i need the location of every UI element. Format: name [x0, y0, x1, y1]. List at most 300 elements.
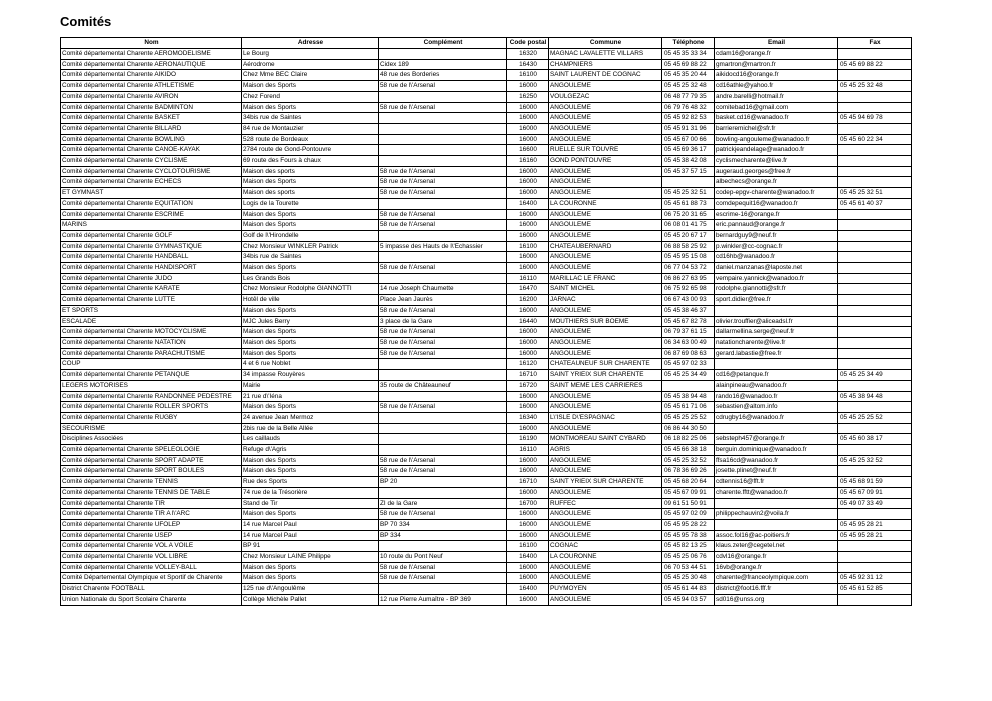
cell-code-postal: 16000: [507, 188, 549, 199]
cell-telephone: 05 45 25 32 52: [662, 455, 715, 466]
cell-telephone: 05 45 25 06 76: [662, 552, 715, 563]
cell-fax: [838, 423, 912, 434]
table-row: [61, 91, 912, 102]
cell-commune: ANGOULEME: [549, 209, 662, 220]
cell-fax: 05 45 25 32 51: [838, 188, 912, 199]
cell-telephone: 09 61 51 50 91: [662, 498, 715, 509]
cell-complement: 58 rue de l\'Arsenal: [379, 337, 507, 348]
cell-complement: 58 rue de l\'Arsenal: [379, 455, 507, 466]
cell-nom: Comité départemental Charente NATATION: [61, 337, 242, 348]
cell-telephone: 05 45 67 00 66: [662, 134, 715, 145]
cell-complement: [379, 113, 507, 124]
header-fax: Fax: [838, 38, 912, 49]
table-row: [61, 391, 912, 402]
cell-fax: [838, 305, 912, 316]
cell-email: rando16@wanadoo.fr: [715, 391, 838, 402]
cell-complement: [379, 230, 507, 241]
table-row: [61, 188, 912, 199]
table-row: [61, 177, 912, 188]
cell-nom: Comité Départemental Olympique et Sportif de Charente: [61, 573, 242, 584]
table-row: [61, 49, 912, 60]
header-code-postal: Code postal: [507, 38, 549, 49]
cell-nom: Comité départemental Charente EQUITATION: [61, 198, 242, 209]
cell-email: [715, 423, 838, 434]
cell-complement: 3 place de la Gare: [379, 316, 507, 327]
cell-email: 16vb@orange.fr: [715, 562, 838, 573]
cell-adresse: Mairie: [242, 380, 379, 391]
cell-email: cyclismecharente@live.fr: [715, 156, 838, 167]
table-row: [61, 423, 912, 434]
cell-telephone: 05 45 66 38 18: [662, 445, 715, 456]
cell-email: cdvl16@orange.fr: [715, 552, 838, 563]
cell-complement: 58 rue de l\'Arsenal: [379, 166, 507, 177]
cell-fax: 05 45 61 52 85: [838, 584, 912, 595]
cell-commune: ANGOULEME: [549, 402, 662, 413]
table-row: [61, 220, 912, 231]
cell-complement: [379, 123, 507, 134]
cell-fax: [838, 209, 912, 220]
cell-email: berguin.dominique@wanadoo.fr: [715, 445, 838, 456]
cell-nom: Disciplines Associées: [61, 434, 242, 445]
cell-complement: 58 rue de l\'Arsenal: [379, 177, 507, 188]
cell-commune: SAINT MICHEL: [549, 284, 662, 295]
cell-nom: Comité départemental Charente RUGBY: [61, 412, 242, 423]
cell-adresse: Maison des Sports: [242, 81, 379, 92]
cell-telephone: 05 45 69 88 22: [662, 59, 715, 70]
cell-code-postal: 16250: [507, 91, 549, 102]
cell-email: cdrugby16@wanadoo.fr: [715, 412, 838, 423]
table-row: [61, 466, 912, 477]
cell-commune: ANGOULEME: [549, 327, 662, 338]
cell-complement: 5 impasse des Hauts de l\'Echassier: [379, 241, 507, 252]
table-row: [61, 477, 912, 488]
cell-commune: LA COURONNE: [549, 552, 662, 563]
cell-nom: Comité départemental Charente VOL LIBRE: [61, 552, 242, 563]
table-row: [61, 241, 912, 252]
table-row: [61, 370, 912, 381]
cell-nom: ESCALADE: [61, 316, 242, 327]
cell-adresse: Maison des sports: [242, 166, 379, 177]
cell-commune: L\'ISLE D\'ESPAGNAC: [549, 412, 662, 423]
cell-nom: Comité départemental Charente SPORT ADAPTE: [61, 455, 242, 466]
cell-email: vempaire.yannick@wanadoo.fr: [715, 273, 838, 284]
cell-adresse: Refuge d\'Agris: [242, 445, 379, 456]
cell-nom: Comité départemental Charente JUDO: [61, 273, 242, 284]
cell-telephone: 05 45 35 20 44: [662, 70, 715, 81]
cell-code-postal: 16000: [507, 573, 549, 584]
table-row: [61, 519, 912, 530]
cell-telephone: 05 45 95 78 38: [662, 530, 715, 541]
cell-adresse: 34bis rue de Saintes: [242, 252, 379, 263]
cell-code-postal: 16000: [507, 466, 549, 477]
cell-adresse: Collège Michèle Pallet: [242, 594, 379, 605]
cell-nom: Comité départemental Charente AEROMODELISME: [61, 49, 242, 60]
header-telephone: Téléphone: [662, 38, 715, 49]
cell-adresse: 34 impasse Rouyères: [242, 370, 379, 381]
cell-fax: [838, 230, 912, 241]
cell-email: cd16@petanque.fr: [715, 370, 838, 381]
cell-complement: [379, 584, 507, 595]
cell-code-postal: 16400: [507, 552, 549, 563]
cell-commune: ANGOULEME: [549, 113, 662, 124]
cell-nom: Comité départemental Charente VOL A VOILE: [61, 541, 242, 552]
cell-email: josette.plinet@neuf.fr: [715, 466, 838, 477]
cell-complement: 12 rue Pierre Aumaître - BP 369: [379, 594, 507, 605]
cell-commune: JARNAC: [549, 295, 662, 306]
cell-nom: SECOURISME: [61, 423, 242, 434]
cell-commune: ANGOULEME: [549, 263, 662, 274]
cell-telephone: 06 79 37 61 15: [662, 327, 715, 338]
cell-telephone: 05 45 38 46 37: [662, 305, 715, 316]
cell-fax: [838, 509, 912, 520]
cell-fax: [838, 284, 912, 295]
cell-complement: BP 70 334: [379, 519, 507, 530]
table-row: [61, 348, 912, 359]
cell-code-postal: 16000: [507, 337, 549, 348]
table-row: [61, 316, 912, 327]
cell-adresse: 84 rue de Montauzier: [242, 123, 379, 134]
table-row: [61, 380, 912, 391]
cell-email: andre.barelli@hotmail.fr: [715, 91, 838, 102]
cell-adresse: 34bis rue de Saintes: [242, 113, 379, 124]
cell-nom: Comité départemental Charente KARATE: [61, 284, 242, 295]
cell-adresse: BP 91: [242, 541, 379, 552]
cell-nom: Comité départemental Charente BADMINTON: [61, 102, 242, 113]
cell-code-postal: 16000: [507, 487, 549, 498]
cell-nom: Comité départemental Charente TENNIS: [61, 477, 242, 488]
header-adresse: Adresse: [242, 38, 379, 49]
cell-complement: 58 rue de l\'Arsenal: [379, 327, 507, 338]
cell-nom: Comité départemental Charente PARACHUTISME: [61, 348, 242, 359]
cell-code-postal: 16000: [507, 391, 549, 402]
cell-telephone: 05 45 25 32 48: [662, 81, 715, 92]
table-row: [61, 487, 912, 498]
cell-code-postal: 16440: [507, 316, 549, 327]
cell-code-postal: 16000: [507, 230, 549, 241]
cell-telephone: 05 45 37 57 15: [662, 166, 715, 177]
table-row: [61, 134, 912, 145]
cell-commune: ANGOULEME: [549, 594, 662, 605]
cell-fax: 05 45 60 22 34: [838, 134, 912, 145]
cell-complement: 58 rue de l\'Arsenal: [379, 348, 507, 359]
cell-telephone: 05 45 38 94 48: [662, 391, 715, 402]
cell-email: sport.didier@free.fr: [715, 295, 838, 306]
cell-telephone: 06 08 01 41 75: [662, 220, 715, 231]
cell-adresse: 4 et 6 rue Noblet: [242, 359, 379, 370]
cell-nom: Comité départemental Charente SPORT BOULES: [61, 466, 242, 477]
cell-complement: [379, 434, 507, 445]
cell-email: alainpineau@wanadoo.fr: [715, 380, 838, 391]
cell-adresse: 69 route des Fours à chaux: [242, 156, 379, 167]
cell-nom: Comité départemental Charente CANOE-KAYAK: [61, 145, 242, 156]
cell-telephone: 05 45 82 13 25: [662, 541, 715, 552]
cell-code-postal: 16320: [507, 49, 549, 60]
cell-commune: ANGOULEME: [549, 81, 662, 92]
cell-fax: 05 45 69 88 22: [838, 59, 912, 70]
cell-fax: [838, 327, 912, 338]
cell-adresse: Maison des Sports: [242, 455, 379, 466]
cell-email: rodolphe.giannotti@sfr.fr: [715, 284, 838, 295]
table-row: [61, 252, 912, 263]
cell-complement: [379, 49, 507, 60]
table-row: [61, 455, 912, 466]
cell-nom: Comité départemental Charente ESCRIME: [61, 209, 242, 220]
cell-code-postal: 16000: [507, 252, 549, 263]
cell-adresse: Logis de la Tourette: [242, 198, 379, 209]
cell-code-postal: 16110: [507, 273, 549, 284]
table-row: [61, 145, 912, 156]
table-row: [61, 573, 912, 584]
cell-email: aikidocd16@orange.fr: [715, 70, 838, 81]
cell-adresse: Maison des Sports: [242, 305, 379, 316]
cell-code-postal: 16710: [507, 370, 549, 381]
cell-commune: ANGOULEME: [549, 230, 662, 241]
cell-adresse: Maison des Sports: [242, 348, 379, 359]
cell-telephone: [662, 380, 715, 391]
cell-email: cd16athle@yahoo.fr: [715, 81, 838, 92]
cell-email: cdam16@orange.fr: [715, 49, 838, 60]
cell-commune: ANGOULEME: [549, 188, 662, 199]
table-row: [61, 81, 912, 92]
cell-commune: CHATEAUNEUF SUR CHARENTE: [549, 359, 662, 370]
cell-code-postal: 16000: [507, 519, 549, 530]
cell-code-postal: 16000: [507, 134, 549, 145]
cell-nom: Comité départemental Charente BILLARD: [61, 123, 242, 134]
cell-code-postal: 16100: [507, 541, 549, 552]
cell-telephone: 06 67 43 00 93: [662, 295, 715, 306]
cell-code-postal: 16000: [507, 327, 549, 338]
cell-code-postal: 16000: [507, 209, 549, 220]
cell-telephone: 06 77 04 53 72: [662, 263, 715, 274]
cell-fax: [838, 295, 912, 306]
cell-telephone: 05 45 61 71 06: [662, 402, 715, 413]
cell-commune: RUELLE SUR TOUVRE: [549, 145, 662, 156]
cell-nom: ET GYMNAST: [61, 188, 242, 199]
cell-telephone: 05 45 25 32 51: [662, 188, 715, 199]
cell-code-postal: 16340: [507, 412, 549, 423]
cell-email: [715, 498, 838, 509]
cell-email: p.winkler@cc-cognac.fr: [715, 241, 838, 252]
cell-fax: 05 45 60 38 17: [838, 434, 912, 445]
cell-fax: [838, 348, 912, 359]
cell-telephone: 05 45 68 20 64: [662, 477, 715, 488]
cell-commune: SAINT YRIEIX SUR CHARENTE: [549, 477, 662, 488]
cell-email: comitebad16@gmail.com: [715, 102, 838, 113]
cell-telephone: 05 45 25 34 49: [662, 370, 715, 381]
cell-commune: COGNAC: [549, 541, 662, 552]
cell-adresse: Maison des Sports: [242, 102, 379, 113]
cell-adresse: Les Grands Bois: [242, 273, 379, 284]
cell-complement: 58 rue de l\'Arsenal: [379, 81, 507, 92]
table-row: [61, 295, 912, 306]
cell-code-postal: 16000: [507, 348, 549, 359]
cell-nom: Comité départemental Charente SPELEOLOGIE: [61, 445, 242, 456]
cell-nom: Comité départemental Charente CYCLOTOURISME: [61, 166, 242, 177]
cell-nom: Comité départemental Charente ECHECS: [61, 177, 242, 188]
table-row: [61, 273, 912, 284]
cell-fax: [838, 145, 912, 156]
cell-telephone: 05 45 25 30 48: [662, 573, 715, 584]
cell-email: comdepequit16@wanadoo.fr: [715, 198, 838, 209]
cell-nom: Comité départemental Charente GYMNASTIQUE: [61, 241, 242, 252]
cell-commune: ANGOULEME: [549, 123, 662, 134]
header-nom: Nom: [61, 38, 242, 49]
page-title: Comités: [60, 14, 112, 29]
cell-commune: MARILLAC LE FRANC: [549, 273, 662, 284]
cell-telephone: 06 18 82 25 06: [662, 434, 715, 445]
cell-email: gerard.labastie@free.fr: [715, 348, 838, 359]
cell-nom: ET SPORTS: [61, 305, 242, 316]
cell-commune: ANGOULEME: [549, 487, 662, 498]
cell-nom: Comité départemental Charente ROLLER SPORTS: [61, 402, 242, 413]
cell-code-postal: 16000: [507, 123, 549, 134]
table-header-row: [61, 38, 912, 49]
cell-email: daniel.manzanas@laposte.net: [715, 263, 838, 274]
cell-commune: MONTMOREAU SAINT CYBARD: [549, 434, 662, 445]
cell-nom: Comité départemental Charente AERONAUTIQUE: [61, 59, 242, 70]
cell-complement: Cidex 189: [379, 59, 507, 70]
cell-code-postal: 16200: [507, 295, 549, 306]
cell-email: cd16hb@wanadoo.fr: [715, 252, 838, 263]
cell-fax: 05 45 95 28 21: [838, 530, 912, 541]
cell-complement: [379, 391, 507, 402]
cell-fax: [838, 359, 912, 370]
cell-complement: [379, 198, 507, 209]
cell-complement: 58 rue de l\'Arsenal: [379, 402, 507, 413]
cell-adresse: Maison des Sports: [242, 509, 379, 520]
cell-nom: Comité départemental Charente TIR A l\'ARC: [61, 509, 242, 520]
table-row: [61, 359, 912, 370]
cell-email: patrickjeandelage@wanadoo.fr: [715, 145, 838, 156]
cell-commune: SAINT LAURENT DE COGNAC: [549, 70, 662, 81]
cell-commune: GOND PONTOUVRE: [549, 156, 662, 167]
cell-code-postal: 16160: [507, 156, 549, 167]
cell-code-postal: 16400: [507, 584, 549, 595]
cell-telephone: 05 45 92 82 53: [662, 113, 715, 124]
cell-fax: [838, 402, 912, 413]
table-row: [61, 156, 912, 167]
cell-commune: ANGOULEME: [549, 391, 662, 402]
cell-commune: ANGOULEME: [549, 348, 662, 359]
cell-fax: 05 45 61 40 37: [838, 198, 912, 209]
cell-email: escrime-16@orange.fr: [715, 209, 838, 220]
cell-complement: 58 rue de l\'Arsenal: [379, 509, 507, 520]
cell-email: klaus.zeter@cegetel.net: [715, 541, 838, 552]
cell-commune: RUFFEC: [549, 498, 662, 509]
cell-nom: Comité départemental Charente AIKIDO: [61, 70, 242, 81]
cell-nom: Comité départemental Charente TIR: [61, 498, 242, 509]
cell-telephone: 06 75 20 31 65: [662, 209, 715, 220]
table-row: [61, 562, 912, 573]
cell-fax: 05 49 07 33 49: [838, 498, 912, 509]
cell-email: codep-epgv-charente@wanadoo.fr: [715, 188, 838, 199]
cell-complement: [379, 445, 507, 456]
cell-code-postal: 16000: [507, 177, 549, 188]
cell-nom: Comité départemental Charente AVIRON: [61, 91, 242, 102]
cell-fax: [838, 252, 912, 263]
cell-nom: Comité départemental Charente HANDISPORT: [61, 263, 242, 274]
cell-email: [715, 519, 838, 530]
cell-code-postal: 16000: [507, 113, 549, 124]
cell-nom: Comité départemental Charente UFOLEP: [61, 519, 242, 530]
cell-code-postal: 16710: [507, 477, 549, 488]
cell-nom: Comité départemental Charente TENNIS DE TABLE: [61, 487, 242, 498]
cell-adresse: Maison des Sports: [242, 466, 379, 477]
cell-complement: [379, 273, 507, 284]
cell-email: ffsa16cd@wanadoo.fr: [715, 455, 838, 466]
cell-complement: 58 rue de l\'Arsenal: [379, 220, 507, 231]
cell-adresse: Golf de l\'Hirondelle: [242, 230, 379, 241]
cell-nom: Comité départemental Charente ATHLETISME: [61, 81, 242, 92]
cell-telephone: 06 79 76 48 32: [662, 102, 715, 113]
cell-telephone: 05 45 97 02 09: [662, 509, 715, 520]
cell-complement: [379, 541, 507, 552]
cell-telephone: 05 45 95 15 08: [662, 252, 715, 263]
cell-code-postal: 16000: [507, 102, 549, 113]
cell-code-postal: 16400: [507, 198, 549, 209]
table-row: [61, 123, 912, 134]
cell-telephone: 05 45 25 25 52: [662, 412, 715, 423]
cell-complement: [379, 370, 507, 381]
cell-fax: [838, 166, 912, 177]
cell-complement: ZI de la Gare: [379, 498, 507, 509]
cell-nom: Comité départemental Charente BASKET: [61, 113, 242, 124]
cell-code-postal: 16000: [507, 562, 549, 573]
cell-fax: [838, 177, 912, 188]
cell-adresse: Chez Mme BEC Claire: [242, 70, 379, 81]
cell-adresse: Maison des Sports: [242, 220, 379, 231]
header-commune: Commune: [549, 38, 662, 49]
cell-code-postal: 16120: [507, 359, 549, 370]
table-body: [61, 49, 912, 606]
cell-nom: Comité départemental Charente LUTTE: [61, 295, 242, 306]
cell-fax: [838, 156, 912, 167]
cell-complement: [379, 252, 507, 263]
cell-nom: Comité départemental Charente USEP: [61, 530, 242, 541]
cell-commune: ANGOULEME: [549, 102, 662, 113]
cell-commune: ANGOULEME: [549, 337, 662, 348]
cell-code-postal: 16000: [507, 305, 549, 316]
cell-code-postal: 16100: [507, 241, 549, 252]
cell-complement: [379, 359, 507, 370]
cell-telephone: 05 45 20 67 17: [662, 230, 715, 241]
cell-email: gmartron@martron.fr: [715, 59, 838, 70]
cell-adresse: Chez Forend: [242, 91, 379, 102]
cell-complement: 58 rue de l\'Arsenal: [379, 188, 507, 199]
cell-fax: [838, 123, 912, 134]
cell-nom: Comité départemental Charente HANDBALL: [61, 252, 242, 263]
cell-telephone: 05 45 91 31 96: [662, 123, 715, 134]
cell-commune: ANGOULEME: [549, 519, 662, 530]
cell-email: charente.fftt@wanadoo.fr: [715, 487, 838, 498]
cell-adresse: 2bis rue de la Belle Allée: [242, 423, 379, 434]
cell-fax: 05 45 67 09 91: [838, 487, 912, 498]
cell-email: charente@franceolympique.com: [715, 573, 838, 584]
table-row: [61, 102, 912, 113]
cell-adresse: Maison des Sports: [242, 327, 379, 338]
cell-telephone: 05 45 97 02 33: [662, 359, 715, 370]
cell-nom: Comité départemental Charente CYCLISME: [61, 156, 242, 167]
cell-email: barrieremichel@sfr.fr: [715, 123, 838, 134]
cell-nom: MARINS: [61, 220, 242, 231]
cell-complement: [379, 423, 507, 434]
table-row: [61, 327, 912, 338]
cell-telephone: 06 75 92 65 98: [662, 284, 715, 295]
cell-email: albechecs@orange.fr: [715, 177, 838, 188]
cell-telephone: 05 45 35 33 34: [662, 49, 715, 60]
cell-telephone: 06 86 27 63 95: [662, 273, 715, 284]
table-row: [61, 230, 912, 241]
